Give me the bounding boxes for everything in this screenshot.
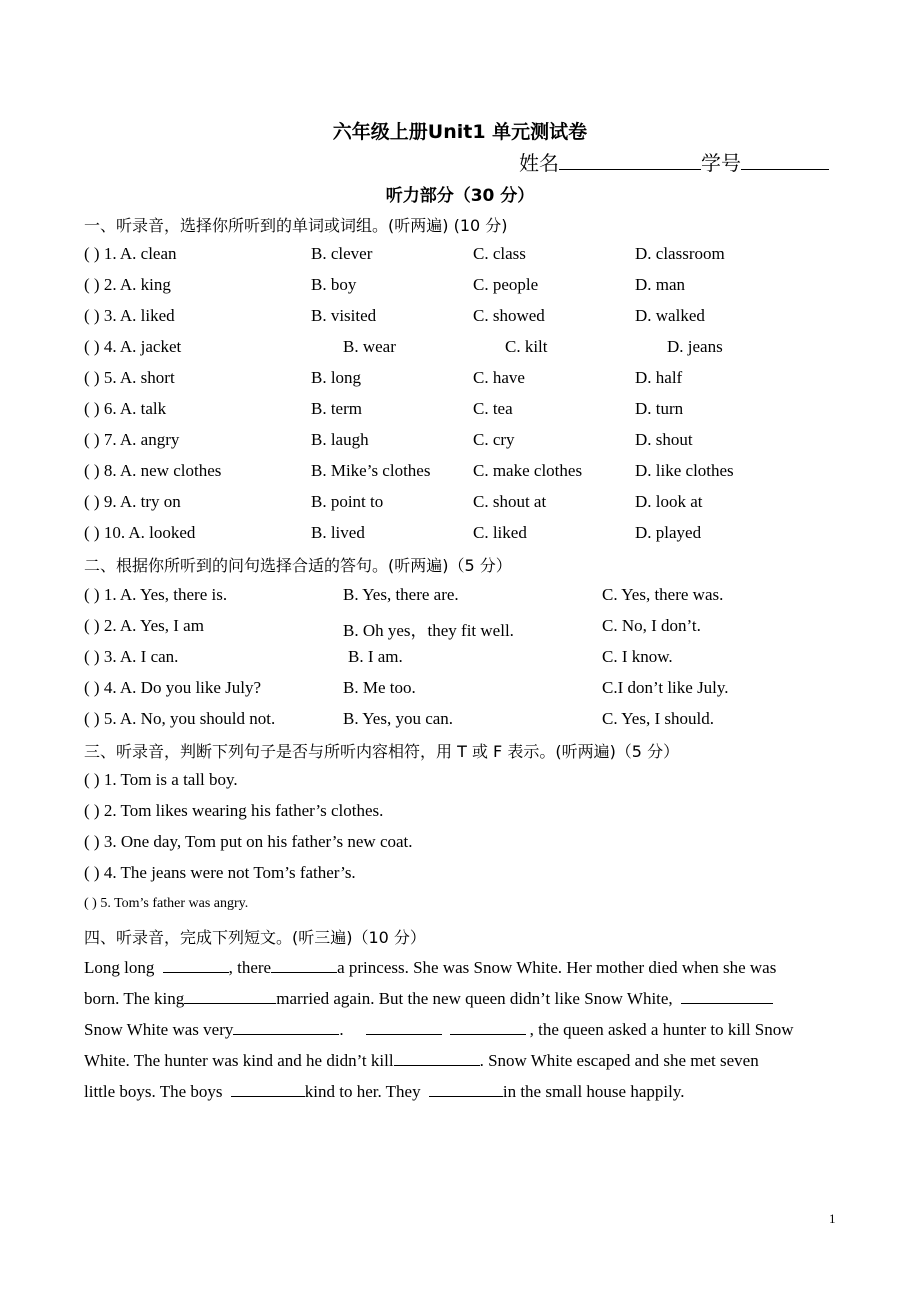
option-c: C. I know. [602, 647, 673, 666]
option-d: D. turn [635, 399, 684, 418]
number-label: 学号 [701, 151, 741, 175]
option-d: D. half [635, 368, 683, 387]
option-b: B. lived [311, 523, 365, 542]
option-c: C. No, I don’t. [602, 616, 701, 635]
fill-blank[interactable] [394, 1049, 480, 1066]
option-b: B. Oh yes，they fit well. [343, 621, 514, 640]
item-stem: ( ) 3. A. liked [84, 306, 175, 325]
fill-blank[interactable] [681, 987, 773, 1004]
option-c: C. people [473, 275, 539, 294]
item-stem: ( ) 10. A. looked [84, 523, 196, 542]
option-c: C. kilt [505, 337, 548, 356]
option-b: B. Me too. [343, 678, 416, 697]
option-d: D. classroom [635, 244, 725, 263]
fill-blank[interactable] [429, 1080, 503, 1097]
statement: ( ) 3. One day, Tom put on his father’s new coat. [84, 832, 413, 851]
item-stem: ( ) 5. A. No, you should not. [84, 709, 276, 728]
option-b: B. I am. [348, 647, 403, 666]
option-c: C. tea [473, 399, 513, 418]
option-b: B. Yes, there are. [343, 585, 459, 604]
item-stem: ( ) 4. A. Do you like July? [84, 678, 262, 697]
fill-blank[interactable] [184, 987, 276, 1004]
passage-text: . Snow White escaped and she met seven [479, 1051, 759, 1070]
option-b: B. clever [311, 244, 373, 263]
option-b: B. Yes, you can. [343, 709, 454, 728]
name-label: 姓名 [519, 151, 559, 175]
item-stem: ( ) 1. A. Yes, there is. [84, 585, 228, 604]
fill-blank[interactable] [366, 1018, 442, 1035]
option-d: D. shout [635, 430, 693, 449]
passage-text: born. The king [84, 989, 185, 1008]
page-number: 1 [829, 1211, 836, 1226]
option-b: B. point to [311, 492, 384, 511]
item-stem: ( ) 7. A. angry [84, 430, 180, 449]
name-blank[interactable] [559, 149, 701, 170]
option-b: B. visited [311, 306, 377, 325]
option-b: B. laugh [311, 430, 369, 449]
option-d: D. like clothes [635, 461, 734, 480]
statement: ( ) 5. Tom’s father was angry. [84, 896, 249, 911]
statement: ( ) 4. The jeans were not Tom’s father’s. [84, 863, 356, 882]
option-d: D. look at [635, 492, 703, 511]
option-b: B. term [311, 399, 362, 418]
passage-text: kind to her. They [304, 1082, 425, 1101]
listening-heading: 听力部分（30 分） [385, 186, 535, 206]
option-b: B. long [311, 368, 362, 387]
item-stem: ( ) 5. A. short [84, 368, 175, 387]
fill-blank[interactable] [450, 1018, 526, 1035]
item-stem: ( ) 6. A. talk [84, 399, 167, 418]
fill-blank[interactable] [233, 1018, 339, 1035]
passage-text: Long long [84, 958, 159, 977]
item-stem: ( ) 9. A. try on [84, 492, 181, 511]
option-c: C. have [473, 368, 525, 387]
passage-text: little boys. The boys [84, 1082, 227, 1101]
section1-heading: 一、听录音，选择你所听到的单词或词组。(听两遍) (10 分) [84, 216, 508, 235]
option-c: C. make clothes [473, 461, 583, 480]
passage-line-1 [84, 956, 837, 978]
passage-text: White. The hunter was kind and he didn’t kill [84, 1051, 394, 1070]
passage-text: a princess. She was Snow White. Her mother died when she was [337, 958, 777, 977]
item-stem: ( ) 4. A. jacket [84, 337, 182, 356]
item-stem: ( ) 2. A. Yes, I am [84, 616, 204, 635]
passage-text: married again. But the new queen didn’t like Snow White, [276, 989, 673, 1008]
option-d: D. man [635, 275, 686, 294]
passage-text: , the queen asked a hunter to kill Snow [529, 1020, 794, 1039]
option-b: B. Mike’s clothes [311, 461, 431, 480]
fill-blank[interactable] [231, 1080, 305, 1097]
option-c: C. liked [473, 523, 527, 542]
passage-line-5 [84, 1080, 837, 1102]
fill-blank[interactable] [163, 956, 229, 973]
option-c: C. Yes, there was. [602, 585, 724, 604]
passage-line-2 [84, 987, 837, 1009]
fill-blank[interactable] [271, 956, 337, 973]
section2-heading: 二、根据你所听到的问句选择合适的答句。(听两遍)（5 分） [84, 556, 512, 575]
option-b: B. boy [311, 275, 357, 294]
passage-text: Snow White was very [84, 1020, 234, 1039]
section3-heading: 三、听录音，判断下列句子是否与所听内容相符，用 T 或 F 表示。(听两遍)（5 分） [84, 742, 680, 761]
option-c: C.I don’t like July. [602, 678, 729, 697]
passage-line-4 [84, 1049, 837, 1071]
option-c: C. cry [473, 430, 515, 449]
option-c: C. Yes, I should. [602, 709, 714, 728]
number-blank[interactable] [741, 149, 829, 170]
statement: ( ) 1. Tom is a tall boy. [84, 770, 238, 789]
item-stem: ( ) 2. A. king [84, 275, 171, 294]
statement: ( ) 2. Tom likes wearing his father’s clothes. [84, 801, 384, 820]
option-c: C. shout at [473, 492, 547, 511]
passage-line-3 [84, 1018, 837, 1040]
item-stem: ( ) 1. A. clean [84, 244, 177, 263]
option-d: D. walked [635, 306, 705, 325]
item-stem: ( ) 3. A. I can. [84, 647, 179, 666]
section4-heading: 四、听录音，完成下列短文。(听三遍)（10 分） [84, 928, 426, 947]
option-c: C. showed [473, 306, 545, 325]
passage-text: , there [228, 958, 272, 977]
passage-text: . [339, 1020, 344, 1039]
passage-text: in the small house happily. [502, 1082, 685, 1101]
item-stem: ( ) 8. A. new clothes [84, 461, 222, 480]
option-d: D. jeans [667, 337, 723, 356]
name-number-row [519, 147, 829, 176]
option-d: D. played [635, 523, 702, 542]
page-title: 六年级上册Unit1 单元测试卷 [332, 121, 588, 143]
option-b: B. wear [343, 337, 396, 356]
option-c: C. class [473, 244, 526, 263]
